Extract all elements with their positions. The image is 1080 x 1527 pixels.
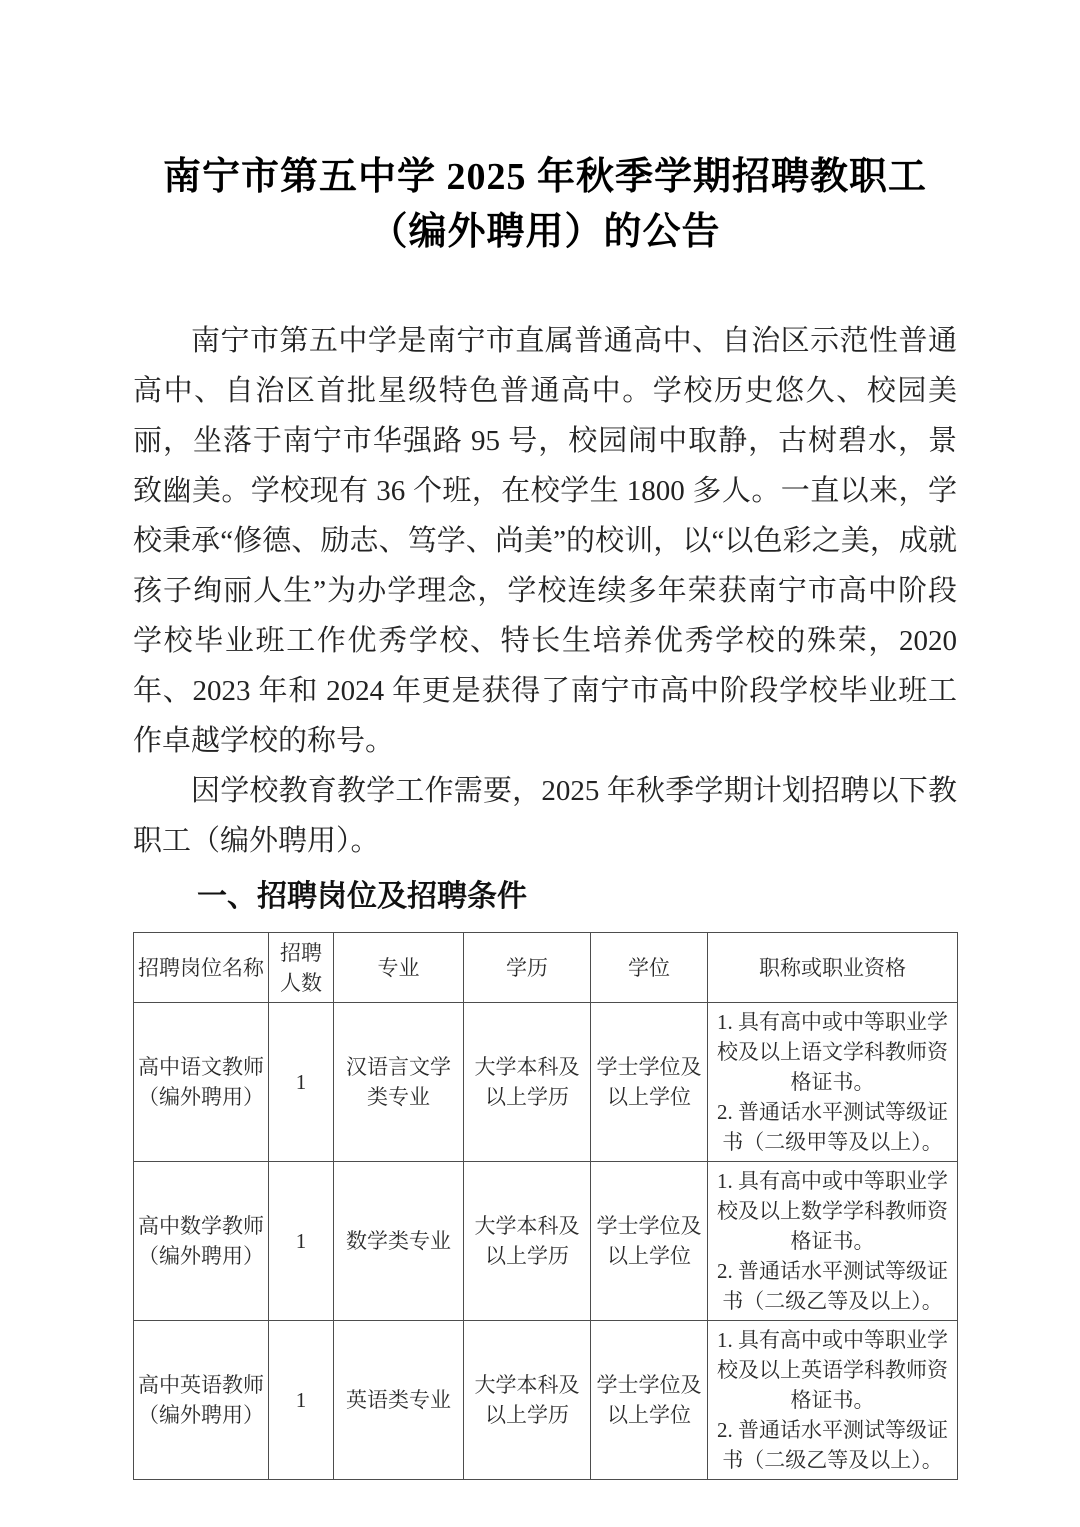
section-heading-positions: 一、招聘岗位及招聘条件: [197, 880, 527, 913]
header-major: 专业: [334, 933, 464, 1003]
recruitment-table: [133, 932, 958, 1480]
page-content: [133, 0, 957, 1480]
page-title-line2: （编外聘用）的公告: [369, 211, 721, 253]
header-position: 招聘岗位名称: [134, 933, 269, 1003]
cell-qualifications: [708, 1003, 958, 1162]
table-row-math-teacher: [134, 1162, 958, 1321]
header-degree: 学位: [591, 933, 708, 1003]
table-header-row: [134, 933, 958, 1003]
qualification-item: 1. 具有高中或中等职业学校及以上英语学科教师资格证书。: [717, 1328, 948, 1412]
header-education: 学历: [464, 933, 591, 1003]
cell-major: 数学类专业: [334, 1162, 464, 1321]
cell-degree: 学士学位及以上学位: [591, 1162, 708, 1321]
qualification-item: 2. 普通话水平测试等级证书（二级甲等及以上）。: [717, 1100, 948, 1154]
page-title: [133, 150, 957, 260]
cell-degree: 学士学位及以上学位: [591, 1003, 708, 1162]
qualification-item: 1. 具有高中或中等职业学校及以上语文学科教师资格证书。: [717, 1010, 948, 1094]
cell-qualifications: [708, 1162, 958, 1321]
cell-education: 大学本科及以上学历: [464, 1162, 591, 1321]
header-count: 招聘人数: [269, 933, 334, 1003]
cell-major: 汉语言文学类专业: [334, 1003, 464, 1162]
table-row-chinese-teacher: [134, 1003, 958, 1162]
page-title-line1: 南宁市第五中学 2025 年秋季学期招聘教职工: [162, 156, 927, 198]
cell-major: 英语类专业: [334, 1321, 464, 1480]
qualification-item: 1. 具有高中或中等职业学校及以上数学学科教师资格证书。: [717, 1169, 948, 1253]
cell-education: 大学本科及以上学历: [464, 1003, 591, 1162]
table-row-english-teacher: [134, 1321, 958, 1480]
cell-position: 高中语文教师（编外聘用）: [134, 1003, 269, 1162]
cell-count: 1: [269, 1162, 334, 1321]
cell-degree: 学士学位及以上学位: [591, 1321, 708, 1480]
cell-count: 1: [269, 1003, 334, 1162]
recruitment-need-paragraph: 因学校教育教学工作需要，2025 年秋季学期计划招聘以下教职工（编外聘用）。: [133, 775, 957, 857]
cell-count: 1: [269, 1321, 334, 1480]
cell-education: 大学本科及以上学历: [464, 1321, 591, 1480]
qualification-item: 2. 普通话水平测试等级证书（二级乙等及以上）。: [717, 1259, 948, 1313]
cell-position: 高中数学教师（编外聘用）: [134, 1162, 269, 1321]
qualification-item: 2. 普通话水平测试等级证书（二级乙等及以上）。: [717, 1418, 948, 1472]
cell-position: 高中英语教师（编外聘用）: [134, 1321, 269, 1480]
cell-qualifications: [708, 1321, 958, 1480]
intro-paragraph: 南宁市第五中学是南宁市直属普通高中、自治区示范性普通高中、自治区首批星级特色普通高中。学校历史悠久、校园美丽，坐落于南宁市华强路 95 号，校园闹中取静，古树碧水，景致幽美。学校现有 36 个班，在校学生 1800 多人。一直以来，学校秉承“修德、励志、笃学、尚美”的校训，以“以色彩之美，成就孩子绚丽人生”为办学理念，学校连续多年荣获南宁市高中阶段学校毕业班工作优秀学校、特长生培养优秀学校的殊荣，2020 年、2023 年和 2024 年更是获得了南宁市高中阶段学校毕业班工作卓越学校的称号。: [133, 325, 957, 757]
header-qualification: 职称或职业资格: [708, 933, 958, 1003]
